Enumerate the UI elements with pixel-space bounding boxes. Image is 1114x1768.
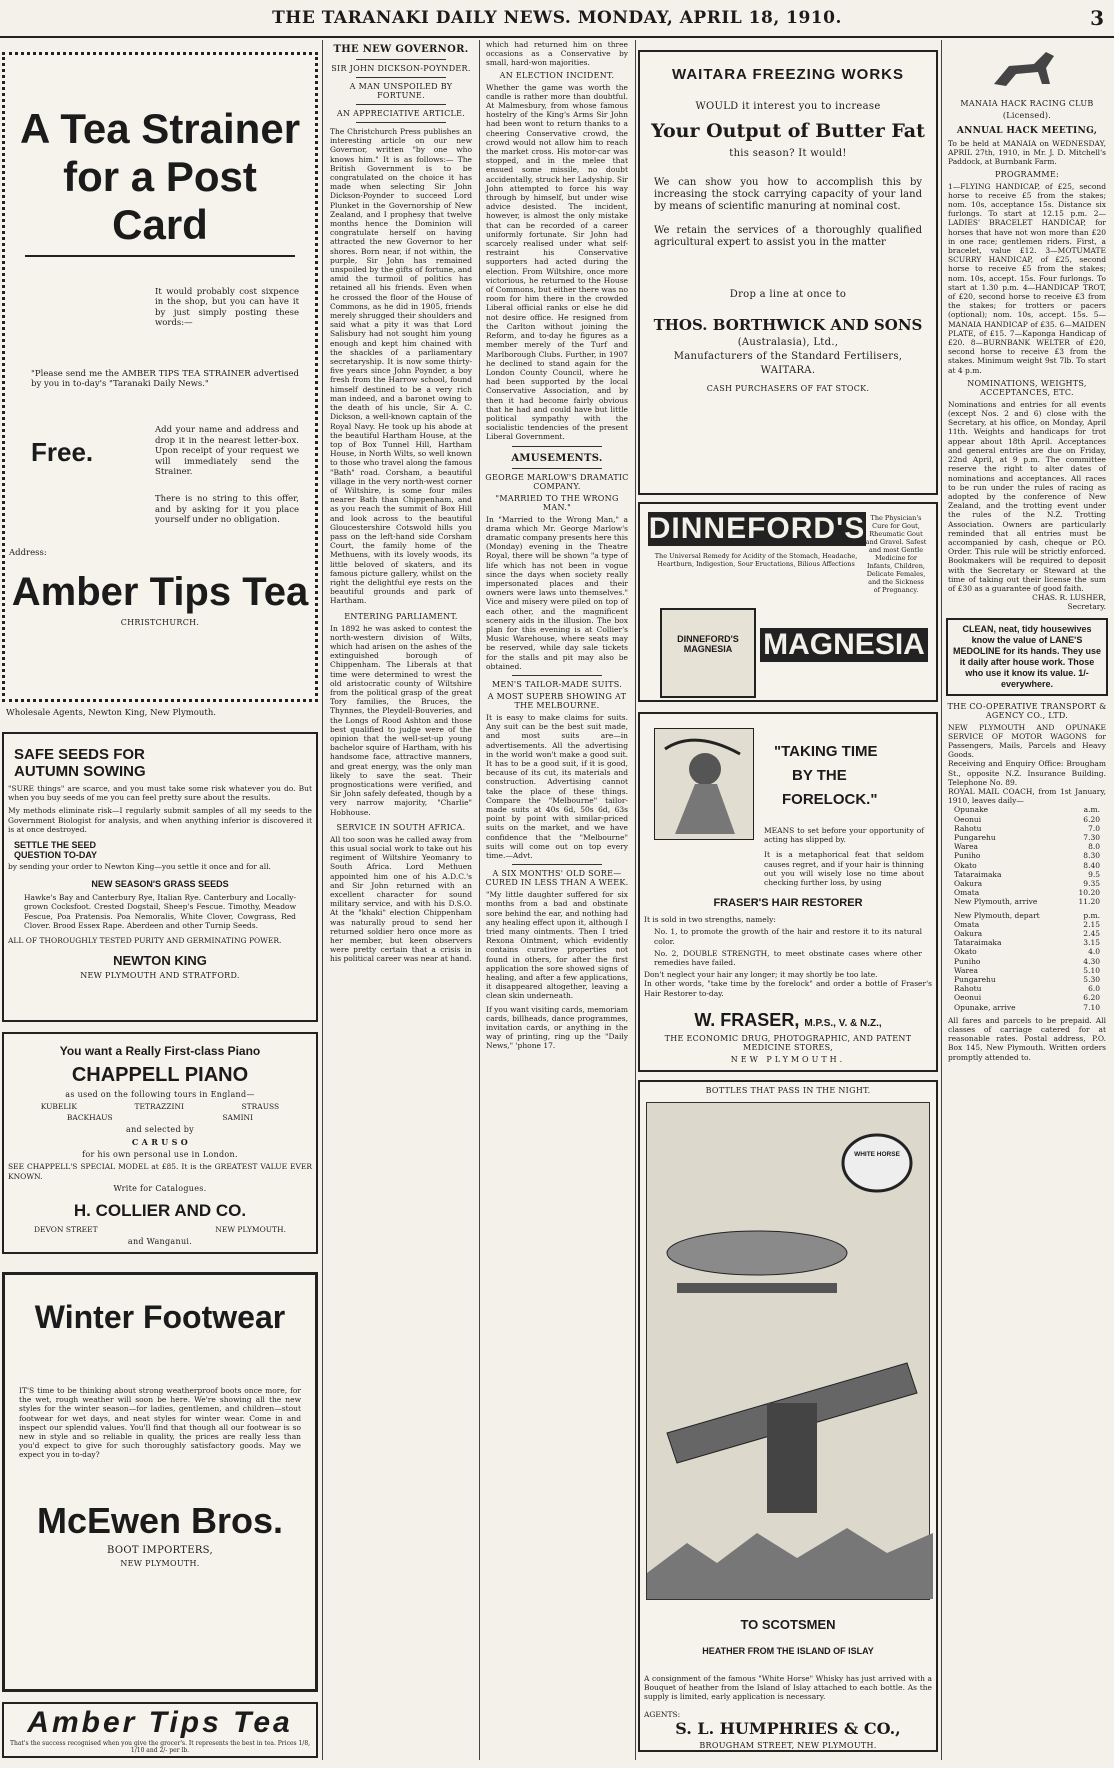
column-5	[944, 40, 1110, 1760]
piano-home: for his own personal use in London.	[82, 1150, 238, 1160]
fraser-product: FRASER'S HAIR RESTORER	[713, 897, 863, 910]
column-rule	[479, 40, 480, 1760]
freezing-drop: Drop a line at once to	[729, 289, 847, 300]
fraser-ad	[638, 712, 938, 1072]
timetable-row	[954, 975, 1100, 984]
whitehorse-to: TO SCOTSMEN	[740, 1617, 836, 1632]
timetable-row	[954, 833, 1100, 842]
whitehorse-heather: HEATHER FROM THE ISLAND OF ISLAY	[702, 1646, 874, 1656]
article-title: THE NEW GOVERNOR.	[333, 44, 469, 55]
article-subhead: A SIX MONTHS' OLD SORE—CURED IN LESS THAN A WEEK.	[485, 869, 629, 888]
timetable-outbound	[944, 805, 1110, 906]
timetable-row	[954, 920, 1100, 929]
article-body: Whether the game was worth the candle is rather more than doubtful. At Malmesbury, from whose famous hostelry of the King's Arms Sir John had been wont to return thanks to a cheering Conservative crowd, the crowd would not allow him to reach the market cross. His motor-car was stopped, and in the melee that ensued some missile, no doubt accidentally, struck her Ladyship. Sir John attempted to force his way through by himself, but under wise advice desisted. The incident, however, is almost the only mistake that can be recorded of a career uniformly fortunate. Sir John had scarcely realised under what self-restraint his Conservative supporters had acted during the election. From Wiltshire, once more victorious, he returned to the House of Commons, but either there was no room for him there in the crowded Liberal official ranks or else he did not desire office. He resigned from the Carlton without joining the Reform, and to-day he figures as a member merely of the Turf and Marlborough Clubs. Further, in 1907 he declined to stand again for the London County Council, where he had been supported by the local Conservative Association, and by then it had become fairly obvious that he had and could have but little political sympathy with the socialistic tendencies of the present Liberal Government.	[486, 82, 628, 442]
seeds-grass-list: Hawke's Bay and Canterbury Rye, Italian Rye. Canterbury and Locally-grown Cocksfoot. Crested Dogstail, Sheep's Fescue. Timothy, Meadow Fescue, Poa Pratensis. Poa Nemoralis, White Clover, Cowgrass, Red Clover. Brood Essex Rape. Aberdeen and other Turnip Seeds.	[24, 893, 296, 930]
freezing-title: WAITARA FREEZING WORKS	[672, 66, 904, 83]
seeds-settle-1: SETTLE THE SEED	[14, 840, 97, 851]
timetable-row	[954, 861, 1100, 870]
fraser-no1: No. 1, to promote the growth of the hair and restore it to its natural color.	[654, 927, 922, 946]
timetable-row	[954, 824, 1100, 833]
timetable-row	[954, 842, 1100, 851]
racing-nom: Nominations and entries for all events (except Nos. 2 and 6) close with the Secretary, at his office, on Monday, April 11th. Weights and handicaps for trot appear about 18th April. Acceptances and general entries are due on Friday, 22nd April, at 9 p.m. The committee reserve the right to alter dates of nominations and acceptances. All races to be run under the rules of racing as adopted by the conference of New Zealand, and the trotting event under the rules of the N.Z. Trotting Association. Owners are particularly reminded that all entries must be accompanied by cash, cheque or P.O. Order. This rule will be strictly enforced. Bookmakers will be required to deposit with the Secretary or Steward at the time of taking out their license the sum of £30 as a guarantee of good faith.	[948, 399, 1106, 593]
dinneford-ad	[638, 502, 938, 702]
seeds-settle-2: QUESTION TO-DAY	[14, 850, 98, 861]
artist: KUBELIK	[40, 1102, 77, 1111]
tea-headline-1: A Tea Strainer	[19, 105, 301, 152]
horse-drawing	[984, 44, 1064, 94]
timetable-return	[944, 911, 1110, 1012]
timetable-stop: Opunake	[954, 805, 989, 815]
timetable-stop: Opunake, arrive	[954, 1002, 1016, 1012]
fraser-quals: M.P.S., V. & N.Z.,	[804, 1017, 882, 1029]
fraser-p2: It is a metaphorical feat that seldom causes regret, and if your hair is thinning out you will wisely lose no time about checking further loss, by using	[764, 850, 924, 888]
article-body: The Christchurch Press publishes an interesting article on our new Governor, written "by one who knows him." It is as follows:— The British Government is to be congratulated on the choice it has made when selecting Sir John Dickson-Poynder to succeed Lord Plunket in the Governorship of New Zealand, and I prophesy that twelve months hence the Dominion will congratulate herself on having attracted the new Governor to her shores. Born near, if not within, the purple, Sir John has remained unspoiled by the gifts of fortune, and amid the turmoil of politics has retained all his friends. Even when he crossed the floor of the House of Commons, as he did in 1905, friends merely shrugged their shoulders and said what a pity it was that Lord Salisbury had not sought him young enough and kept him chained with the shackles of a parliamentary secretaryship. It is now some thirty-five years since John Poynder, a boy fresh from the Harrow school, found himself destined to be a very rich man indeed, and a baronet owing to the death of his uncle, Sir A. C. Dickson, a well-known captain of the Royal Navy. He took up his abode at the beautiful Hartham House, at the top of Box Tunnel Hill, Hartham House, in North Wilts, so well known to those who travel along the famous "Bath" road. Corsham, a beautiful village in the very north-west corner of Wiltshire, is some four miles nearer Bath than Chippenham, and as you reach the summit of Box Hill and look across to the beautiful Gloucestershire Cotswold hills you pass on the left-hand side Corsham Court, the family home of the Methuens, with its lovely woods, its little beloved of skaters, and its famous picture gallery, whilst on the right the delightful eye rests on the beautiful grounds and park of Hartham.	[330, 127, 472, 606]
article-subhead: SERVICE IN SOUTH AFRICA.	[336, 822, 466, 832]
fraser-q1: "TAKING TIME	[774, 743, 878, 760]
piano-artists	[12, 1102, 308, 1111]
fraser-signature	[640, 1010, 936, 1031]
piano-brand: CHAPPELL PIANO	[71, 1064, 249, 1086]
bottle-label: DINNEFORD'S MAGNESIA	[677, 634, 739, 654]
timetable-time: 7.30	[1083, 832, 1100, 842]
article-subhead: AN ELECTION INCIDENT.	[499, 70, 615, 80]
fraser-name: W. FRASER,	[694, 1009, 800, 1030]
timetable-stop: Rahotu	[954, 984, 982, 994]
fraser-q3: FORELOCK."	[782, 791, 878, 808]
whitehorse-addr: BROUGHAM STREET, NEW PLYMOUTH.	[699, 1740, 877, 1750]
fraser-city: NEW PLYMOUTH.	[730, 1054, 846, 1064]
fraser-no2: No. 2, DOUBLE STRENGTH, to meet obstinate cases where other remedies have failed.	[654, 948, 922, 968]
footwear-ad	[2, 1272, 318, 1692]
timetable-row	[954, 897, 1100, 906]
timetable-time: 6.0	[1088, 984, 1100, 994]
racing-lic: (Licensed).	[1002, 111, 1052, 120]
timetable-time: 4.30	[1083, 956, 1100, 966]
artist: TETRAZZINI	[134, 1102, 184, 1111]
timetable-time: 4.0	[1088, 947, 1100, 957]
timetable-time: p.m.	[1083, 910, 1100, 920]
piano-addr-sub: and Wanganui.	[127, 1237, 193, 1247]
timetable-stop: Tataraimaka	[954, 869, 1002, 879]
article-deck: A MAN UNSPOILED BY FORTUNE.	[349, 82, 453, 100]
column-2	[326, 40, 476, 1760]
artist: STRAUSS	[241, 1102, 280, 1111]
timetable-row	[954, 815, 1100, 824]
timetable-time: 6.20	[1083, 993, 1100, 1003]
freezing-q1: WOULD it interest you to increase	[695, 101, 881, 112]
timetable-stop: Puniho	[954, 851, 981, 861]
timetable-stop: Warea	[954, 965, 979, 975]
transport-royal: ROYAL MAIL COACH, from 1st January, 1910, leaves daily—	[948, 786, 1106, 806]
timetable-stop: Omata	[954, 919, 980, 929]
timetable-time: 8.30	[1083, 851, 1100, 861]
piano-used: as used on the following tours in England—	[65, 1090, 255, 1099]
whitehorse-agents: AGENTS:	[644, 1709, 681, 1719]
amber-footer-ad	[2, 1702, 318, 1758]
father-time-illustration	[655, 729, 753, 839]
white-horse-ad	[638, 1080, 938, 1752]
dinneford-magnesia: MAGNESIA	[760, 628, 928, 662]
timetable-row	[954, 805, 1100, 814]
amusements-sub: "MARRIED TO THE WRONG MAN."	[495, 493, 619, 512]
freezing-firm: THOS. BORTHWICK AND SONS	[653, 316, 923, 334]
freezing-q2: Your Output of Butter Fat	[651, 120, 925, 142]
article-body: It is easy to make claims for suits. Any suit can be the best suit made, and most suits are—in advertisements. All the advertising in the world won't make a good suit. It has to be a good suit, if it is good, because of its cut, its materials and construction. Advertising cannot take the place of these things. Compare the "Melbourne" tailor-made suits at 40s 6d, 50s 6d, 63s point by point with similar-priced suits on the market, and we have confidence that the "Melbourne" suits will come out on top every time.—Advt.	[486, 712, 628, 861]
artist: BACKHAUS	[66, 1113, 113, 1123]
transport-recv: Receiving and Enquiry Office: Brougham St., opposite N.Z. Insurance Building. Telephone No. 89.	[948, 759, 1106, 787]
timetable-time: 10.20	[1078, 888, 1100, 898]
timetable-stop: New Plymouth, arrive	[954, 897, 1038, 907]
timetable-time: 6.20	[1083, 814, 1100, 824]
tea-brand: Amber Tips Tea	[11, 570, 309, 615]
article-body: which had returned him on three occasions as a Conservative by small, hard-won majorities.	[486, 40, 628, 68]
freezing-city: WAITARA.	[760, 365, 816, 376]
timetable-time: 5.10	[1083, 965, 1100, 975]
footwear-brand: McEwen Bros.	[36, 1499, 284, 1541]
freezing-cash: CASH PURCHASERS OF FAT STOCK.	[706, 384, 870, 393]
father-time-icon	[654, 728, 754, 840]
column-3	[482, 40, 632, 1760]
timetable-stop: Pungarehu	[954, 975, 996, 985]
article-subhead: MEN'S TAILOR-MADE SUITS.	[491, 679, 623, 689]
racing-intro: To be held at MANAIA on WEDNESDAY, APRIL 27th, 1910, in Mr. J. D. Mitchell's Paddock, at Burnbank Farm.	[948, 139, 1106, 167]
timetable-time: 2.45	[1083, 929, 1100, 939]
seeds-title-2: AUTUMN SOWING	[14, 763, 146, 780]
timetable-stop: Okato	[954, 860, 977, 870]
timetable-row	[954, 929, 1100, 938]
piano-see: SEE CHAPPELL'S SPECIAL MODEL at £85. It is the GREATEST VALUE EVER KNOWN.	[8, 1162, 312, 1181]
whitehorse-p: A consignment of the famous "White Horse" Whisky has just arrived with a Bouquet of heather from the Island of Islay attached to each bottle. As the supply is limited, early application is necessary.	[644, 1674, 932, 1702]
tea-city: CHRISTCHURCH.	[120, 618, 200, 628]
dinneford-brand: DINNEFORD'S	[648, 512, 866, 545]
whitehorse-name: S. L. HUMPHRIES & CO.,	[675, 1718, 901, 1738]
column-4	[638, 40, 938, 1760]
seeds-title-1: SAFE SEEDS FOR	[14, 746, 145, 763]
timetable-time: 5.30	[1083, 975, 1100, 985]
timetable-stop: New Plymouth, depart	[954, 910, 1040, 920]
dinneford-left: The Universal Remedy for Acidity of the Stomach, Headache, Heartburn, Indigestion, Sour Eructations, Bilious Affections	[654, 552, 858, 568]
timetable-time: 9.35	[1083, 879, 1100, 888]
article-deck: AN APPRECIATIVE ARTICLE.	[336, 109, 466, 118]
lanes-ad	[946, 618, 1108, 696]
fraser-p1: MEANS to set before your opportunity of acting has slipped by.	[764, 826, 924, 845]
timetable-row	[954, 870, 1100, 879]
timetable-row	[954, 879, 1100, 888]
timetable-stop: Oakura	[954, 879, 983, 888]
tea-instructions: Add your name and address and drop it in the nearest letter-box. Upon receipt of your request we will immediately send the Strainer.	[155, 425, 299, 478]
freezing-q3: this season? It would!	[729, 148, 847, 159]
piano-seller: H. COLLIER AND CO.	[73, 1200, 247, 1220]
seeds-grass-title: NEW SEASON'S GRASS SEEDS	[91, 879, 229, 890]
whitehorse-caption: BOTTLES THAT PASS IN THE NIGHT.	[705, 1086, 871, 1095]
seeds-tested: ALL OF THOROUGHLY TESTED PURITY AND GERMINATING POWER.	[8, 936, 282, 946]
timetable-time: 8.40	[1083, 860, 1100, 870]
freezing-p1: We can show you how to accomplish this by increasing the stock carrying capacity of your land by means of scientific manuring at nominal cost.	[654, 177, 922, 212]
timetable-stop: Omata	[954, 888, 980, 898]
fraser-neglect: Don't neglect your hair any longer; it may shortly be too late.	[644, 970, 878, 980]
seeds-settle-body: by sending your order to Newton King—you settle it once and for all.	[8, 862, 271, 872]
freezing-works-ad	[638, 50, 938, 495]
article-subhead: ENTERING PARLIAMENT.	[344, 611, 458, 621]
piano-ad	[2, 1032, 318, 1254]
transport-sub: NEW PLYMOUTH AND OPUNAKE SERVICE OF MOTOR WAGONS for Passengers, Mails, Parcels and Heavy Goods.	[948, 722, 1106, 760]
piano-addr-right: NEW PLYMOUTH.	[215, 1224, 286, 1234]
timetable-time: 7.0	[1088, 823, 1100, 833]
piano-tag: You want a Really First-class Piano	[59, 1044, 261, 1058]
column-1	[2, 40, 318, 1760]
timetable-stop: Puniho	[954, 956, 981, 966]
timetable-time: 8.0	[1088, 842, 1100, 852]
lanes-text: CLEAN, neat, tidy housewives know the value of LANE'S MEDOLINE for its hands. They use it daily after house work. Those who use it know its value. 1/- everywhere.	[952, 623, 1102, 689]
piano-write: Write for Catalogues.	[113, 1183, 207, 1193]
horse-icon	[984, 44, 1064, 96]
article-subhead: A MOST SUPERB SHOWING AT THE MELBOURNE.	[487, 691, 627, 710]
piano-addr-left: DEVON STREET	[34, 1224, 98, 1234]
tea-address-label: Address:	[9, 547, 47, 558]
timetable-row	[954, 1003, 1100, 1012]
amber-footer-fine: That's the success recognised when you give the grocer's. It represents the best in tea. Prices 1/8, 1/10 and 2/- per lb.	[9, 1740, 311, 1754]
timetable-row	[954, 938, 1100, 947]
timetable-time: 3.15	[1083, 938, 1100, 948]
timetable-time: 2.15	[1083, 919, 1100, 929]
bottle-icon	[660, 608, 756, 698]
timetable-row	[954, 993, 1100, 1002]
racing-secretary: CHAS. R. LUSHER,	[1032, 593, 1106, 603]
article-body: If you want visiting cards, memoriam cards, billheads, dance programmes, invitation cards, or anything in the way of printing, ring up the "Daily News," 'phone 17.	[486, 1004, 628, 1051]
masthead	[0, 0, 1114, 38]
timetable-row	[954, 911, 1100, 920]
fraser-end: In other words, "take time by the forelock" and order a bottle of Fraser's Hair Restorer to-day.	[644, 979, 932, 998]
whitehorse-label: WHITE HORSE	[854, 1151, 900, 1158]
timetable-stop: Oeonui	[954, 814, 982, 824]
column-rule	[635, 40, 636, 1760]
seeds-seller-addr: NEW PLYMOUTH AND STRATFORD.	[80, 971, 240, 981]
article-body: In "Married to the Wrong Man," a drama which Mr. George Marlow's dramatic company presents here this (Monday) evening in the Theatre Royal, there will be shown "a type of life which has not been in vogue since the days when society really impersonated places and their owners were laws unto themselves." Vice and misery were piled on top of each other, and the magnificent scenery aids in the illusion. The box plan for this evening is at Collier's Music Warehouse, where seats may be reserved, while day sale tickets for the stalls and pit may also be obtained.	[486, 514, 628, 671]
timetable-row	[954, 966, 1100, 975]
fraser-quote	[774, 740, 878, 812]
masthead-title: THE TARANAKI DAILY NEWS. MONDAY, APRIL 18, 1910.	[272, 8, 842, 28]
piano-selected: and selected by	[126, 1125, 194, 1135]
page-number: 3	[1090, 6, 1104, 30]
tea-free: Free.	[31, 437, 94, 468]
freezing-p2: We retain the services of a thoroughly qualified agricultural expert to assist you in the matter	[654, 225, 922, 248]
footwear-sub: BOOT IMPORTERS,	[107, 1544, 213, 1556]
tea-intro: It would probably cost sixpence in the shop, but you can have it by just simply posting these words:—	[155, 287, 299, 329]
article-body: In 1892 he was asked to contest the north-western division of Wilts, which had arisen on the ashes of the extinguished borough of Chippenham. The Liberals at that time were determined to wrest the old aristocratic county of Wiltshire from the political grasp of the great Tory families, the Bruces, the Thynnes, the Pleydell-Bouveries, and the Longs of Rood Ashton and those best qualified to judge were of the opinion that the well-set-up young bachelor squire of Hartham, with his handsome face, attractive manners, and great energy, was the only man likely to save the seat. Their prognostications were verified, and Sir John safely defeated, though by a very narrow majority, "Charlie" Hobhouse.	[330, 623, 472, 817]
timetable-stop: Rahotu	[954, 823, 982, 833]
amusements-sub: GEORGE MARLOW'S DRAMATIC COMPANY.	[485, 472, 629, 491]
fraser-q2: BY THE	[792, 767, 847, 784]
piano-addr	[34, 1225, 286, 1234]
freezing-firm3: Manufacturers of the Standard Fertilisers,	[673, 351, 903, 362]
timetable-stop: Warea	[954, 842, 979, 852]
racing-secretary-title: Secretary.	[1067, 602, 1106, 612]
seeds-body-2: My methods eliminate risk—I regularly submit samples of all my seeds to the Government Biologist for analysis, and when anything inferior is discovered it is at once destroyed.	[8, 806, 312, 834]
column-rule	[322, 40, 323, 1760]
timetable-time: 9.5	[1088, 869, 1100, 879]
freezing-firm2: (Australasia), Ltd.,	[737, 337, 839, 348]
tea-no-string: There is no string to this offer, and by asking for it you place yourself under no obligation.	[155, 494, 299, 526]
timetable-row	[954, 984, 1100, 993]
timetable-stop: Tataraimaka	[954, 938, 1002, 948]
timetable-row	[954, 851, 1100, 860]
article-body: "My little daughter suffered for six months from a bad and obstinate sore behind the ear, and nothing had any healing effect upon it, although I tried many ointments. Then I tried Rexona Ointment, which evidently contains curative properties not found in others, for after the first application the sore showed signs of healing, and after a few applications, it disappeared altogether, leaving a clean skin underneath.	[486, 890, 628, 1001]
seeds-body-1: "SURE things" are scarce, and you must take some risk whatever you do. But when you buy seeds of me you can feel pretty sure about the results.	[8, 784, 312, 803]
article-body: All too soon was he called away from this usual social work to take out his regiment of Wiltshire Yeomanry to South Africa. Lord Methuen appointed him one of his A.D.C.'s and Sir John returned with an excellent character for sound military service, and with his D.S.O. At the "khaki" election Chippenham was naturally proud to send her returned soldier hero once more as her member, but keen observers were pretty certain that a crisis in his political career was near at hand.	[330, 834, 472, 964]
amusements-title: AMUSEMENTS.	[511, 452, 603, 464]
timetable-stop: Okato	[954, 947, 977, 957]
amber-footer-brand: Amber Tips Tea	[27, 1706, 293, 1739]
racing-title: ANNUAL HACK MEETING,	[956, 126, 1098, 136]
transport-foot: All fares and parcels to be prepaid. All classes of carriage catered for at reasonable rates. Postal address, P.O. Box 145, New Plymouth. Written orders promptly attended to.	[948, 1015, 1106, 1062]
airship-drawing	[647, 1103, 933, 1599]
timetable-row	[954, 888, 1100, 897]
racing-races: 1—FLYING HANDICAP, of £25, second horse to receive £5 from the stakes; nom. 10s, acceptance 15s. Distance six furlongs. To start at 12.15 p.m. 2—LADIES' BRACELET HANDICAP, for horses that have not won more than £20 in one race; gentlemen riders. First, a bracelet, value £12. 3—MOTUMATE SCURRY HANDICAP, of £25, second horse to receive £5 from the stakes; nom. 10s, accept. 15s. Four furlongs. To start at 1.30 p.m. 4—HANDICAP TROT, of £20, second horse to receive £3 from the stakes; for trotters or pacers (optional); nom. 10s, accept. 15s. 5—MANAIA HANDICAP of £35. 6—MAIDEN PLATE, of £15. 7—Kaponga Handicap of £20. 8—BURNBANK WELTER of £20, second horse to receive £3 from the stakes. Minimum weight 9st 7lb. To start at 4 p.m.	[948, 181, 1106, 375]
racing-club: MANAIA HACK RACING CLUB	[960, 99, 1094, 108]
tea-coupon-text: "Please send me the AMBER TIPS TEA STRAINER advertised by you in to-day's "Taranaki Daily News."	[31, 368, 299, 390]
piano-artists-2	[12, 1113, 308, 1122]
timetable-time: a.m.	[1083, 805, 1100, 815]
tea-headline-2: for a Post Card	[25, 153, 295, 257]
timetable-time: 11.20	[1078, 897, 1100, 907]
racing-nom-title: NOMINATIONS, WEIGHTS, ACCEPTANCES, ETC.	[967, 378, 1087, 397]
article-subtitle: SIR JOHN DICKSON-POYNDER.	[331, 64, 471, 73]
seeds-ad	[2, 732, 318, 1022]
timetable-row	[954, 947, 1100, 956]
column-rule	[941, 40, 942, 1760]
footwear-body: IT'S time to be thinking about strong weatherproof boots once more, for the wet, rough weather will soon be here. We're showing all the new styles for the winter season—for ladies, gentlemen, and children—stout footwear for wet days, and neat styles for winter wear. Come in and inspect our splendid values. You'll find that though all our footwear is so new in style and so reliable in quality, the prices are really less than you'd expect to give for such thoroughly satisfactory goods. May we expect you in to-day?	[19, 1386, 301, 1460]
piano-caruso: C A R U S O	[131, 1137, 189, 1148]
timetable-stop: Oakura	[954, 929, 983, 939]
dinneford-right: The Physician's Cure for Gout, Rheumatic Gout and Gravel. Safest and most Gentle Medicine for Infants, Children, Delicate Females, and the Sickness of Pregnancy.	[865, 514, 927, 594]
timetable-row	[954, 957, 1100, 966]
racing-prog: PROGRAMME:	[994, 169, 1060, 179]
tea-agents: Wholesale Agents, Newton King, New Plymouth.	[6, 708, 216, 718]
timetable-stop: Oeonui	[954, 993, 982, 1003]
footwear-headline: Winter Footwear	[34, 1299, 286, 1335]
artist: SAMINI	[222, 1113, 254, 1123]
timetable-time: 7.10	[1083, 1002, 1100, 1012]
footwear-city: NEW PLYMOUTH.	[120, 1558, 200, 1568]
tea-strainer-ad	[2, 52, 318, 702]
fraser-strengths: It is sold in two strengths, namely:	[644, 915, 776, 925]
fraser-store: THE ECONOMIC DRUG, PHOTOGRAPHIC, AND PATENT MEDICINE STORES,	[664, 1033, 912, 1052]
timetable-stop: Pungarehu	[954, 832, 996, 842]
airship-illustration-icon	[646, 1102, 930, 1600]
transport-title: THE CO-OPERATIVE TRANSPORT & AGENCY CO., LTD.	[947, 701, 1107, 720]
seeds-seller: NEWTON KING	[113, 953, 207, 969]
